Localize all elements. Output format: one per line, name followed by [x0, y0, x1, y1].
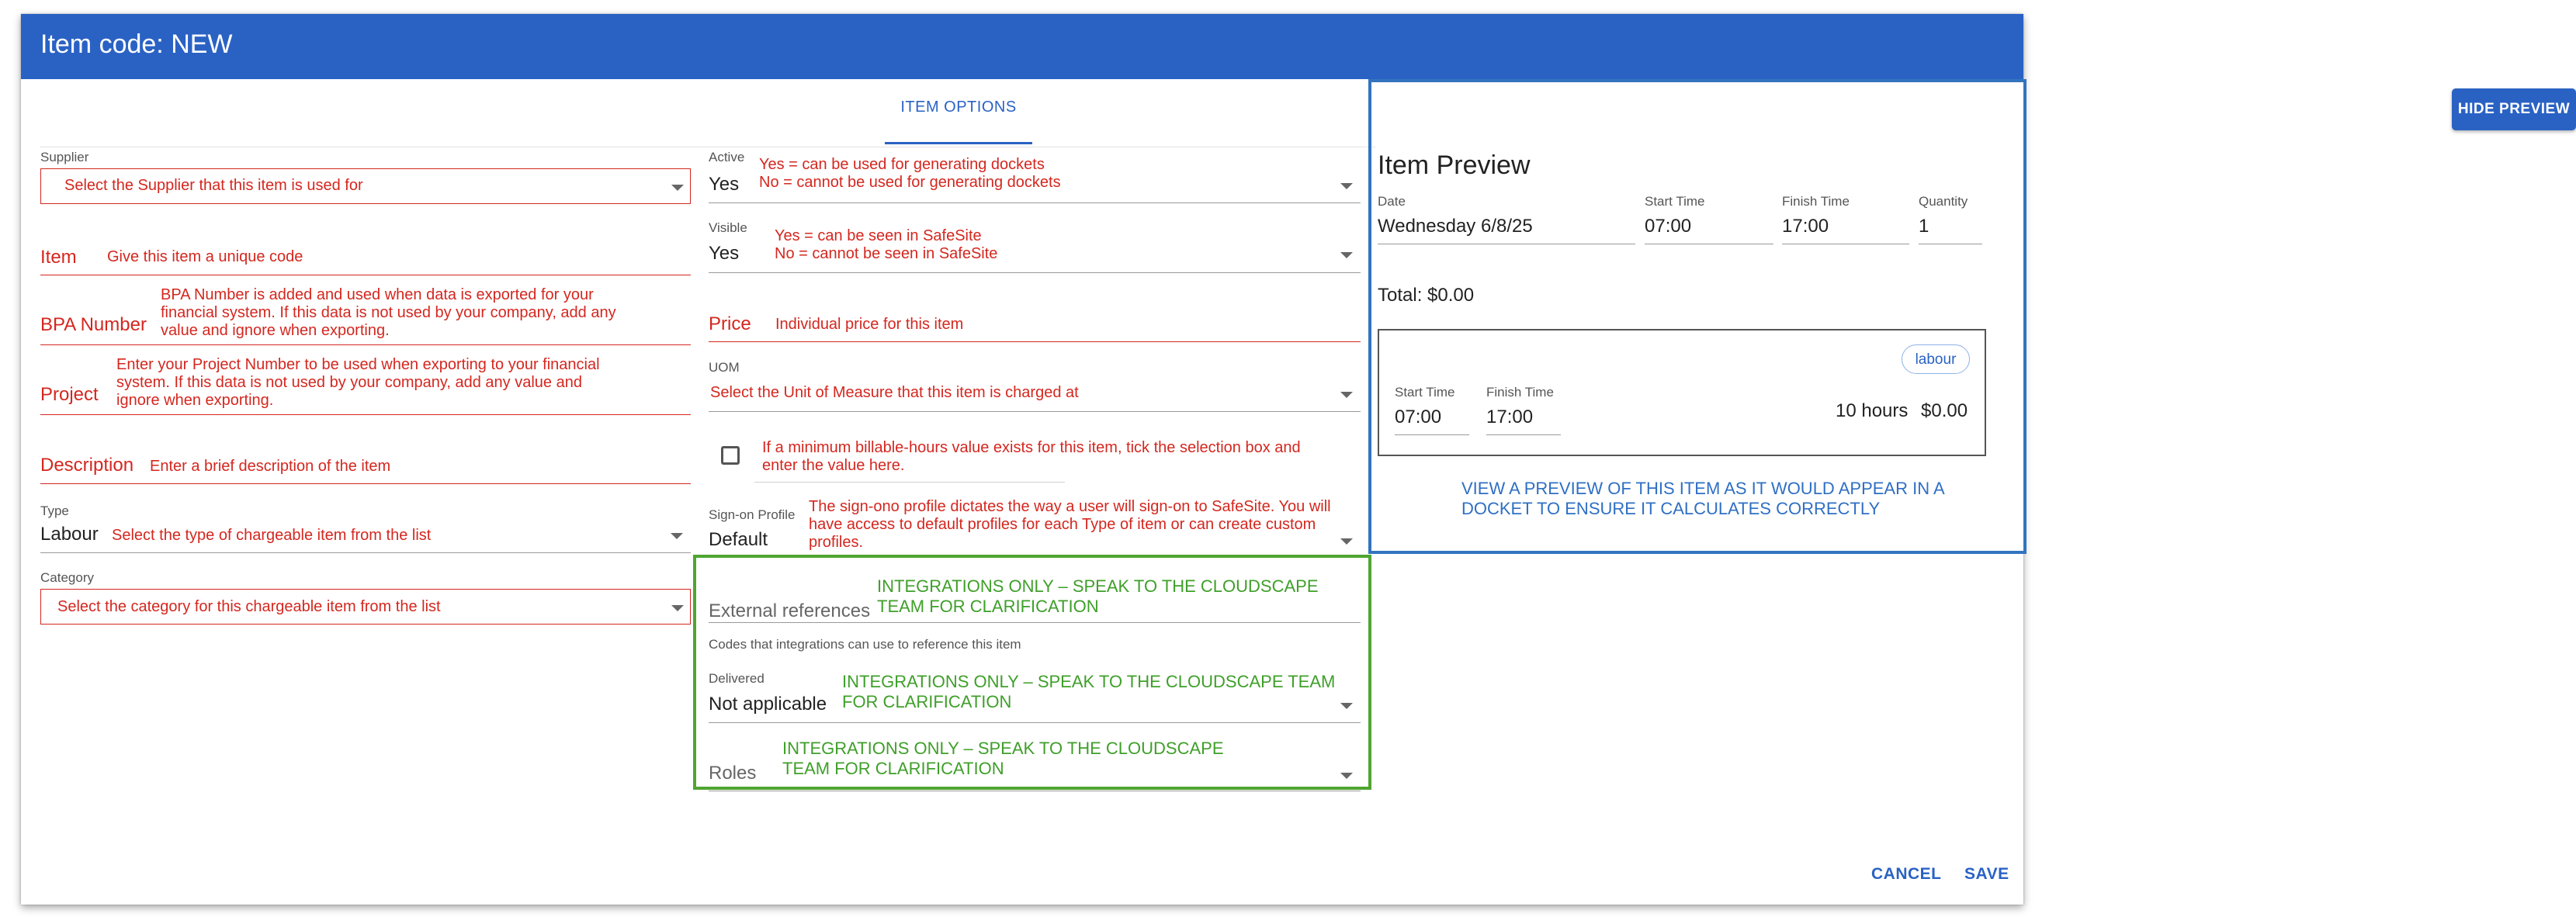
preview-quantity-label: Quantity — [1919, 194, 1968, 209]
uom-label: UOM — [709, 360, 740, 375]
preview-quantity-value[interactable]: 1 — [1919, 216, 1929, 237]
price-input[interactable] — [709, 341, 1361, 342]
roles-label: Roles — [709, 763, 757, 784]
chevron-down-icon — [671, 605, 684, 611]
hide-preview-button[interactable]: HIDE PREVIEW — [2452, 88, 2576, 130]
active-value[interactable]: Yes — [709, 174, 740, 195]
chevron-down-icon[interactable] — [1340, 538, 1353, 545]
signon-note: The sign-ono profile dictates the way a user will sign-on to SafeSite. You will have access to default profiles for each Type of item or can create custom profiles. — [809, 498, 1331, 551]
chevron-down-icon[interactable] — [671, 533, 683, 539]
type-label: Type — [40, 503, 69, 518]
card-start-field[interactable] — [1395, 434, 1469, 435]
project-input[interactable] — [40, 414, 691, 415]
bpa-note: BPA Number is added and used when data is exported for your financial system. If this data is not used by your company, add any value and ignore when exporting. — [161, 286, 616, 339]
chevron-down-icon[interactable] — [1340, 252, 1353, 258]
preview-total: Total: $0.00 — [1378, 285, 1475, 306]
bpa-label: BPA Number — [40, 314, 147, 335]
type-note: Select the type of chargeable item from the list — [112, 527, 432, 544]
project-label: Project — [40, 384, 99, 405]
card-finish-field[interactable] — [1486, 434, 1561, 435]
external-references-note: INTEGRATIONS ONLY – SPEAK TO THE CLOUDSCAPE TEAM FOR CLARIFICATION — [877, 576, 1319, 616]
preview-start-label: Start Time — [1645, 194, 1705, 209]
integrations-highlight — [693, 555, 1371, 790]
preview-panel — [1368, 79, 2571, 554]
item-label: Item — [40, 247, 77, 268]
visible-value[interactable]: Yes — [709, 243, 740, 264]
dialog-header — [21, 14, 2023, 79]
active-label: Active — [709, 150, 745, 164]
supplier-select[interactable] — [40, 168, 691, 204]
price-label: Price — [709, 313, 751, 334]
card-amount: $0.00 — [1921, 400, 1968, 421]
signon-value[interactable]: Default — [709, 529, 768, 550]
dialog-title: Item code: NEW — [40, 29, 233, 59]
description-input[interactable] — [40, 483, 691, 484]
external-references-helper: Codes that integrations can use to reference this item — [709, 637, 1021, 652]
price-note: Individual price for this item — [775, 316, 964, 333]
visible-label: Visible — [709, 220, 747, 235]
bpa-input[interactable] — [40, 344, 691, 345]
preview-heading: Item Preview — [1378, 151, 1531, 180]
type-value[interactable]: Labour — [40, 524, 99, 545]
preview-date-label: Date — [1378, 194, 1406, 209]
active-note: Yes = can be used for generating dockets No = cannot be used for generating dockets — [759, 156, 1061, 191]
minimum-hours-note: If a minimum billable-hours value exists for this item, tick the selection box and enter the value here. — [762, 439, 1301, 474]
chevron-down-icon[interactable] — [1340, 183, 1353, 189]
preview-date-value[interactable]: Wednesday 6/8/25 — [1378, 216, 1533, 237]
card-finish-value[interactable]: 17:00 — [1486, 407, 1534, 427]
description-note: Enter a brief description of the item — [150, 458, 391, 475]
delivered-note: INTEGRATIONS ONLY – SPEAK TO THE CLOUDSCAPE TEAM FOR CLARIFICATION — [842, 672, 1336, 711]
uom-select[interactable] — [709, 411, 1361, 412]
category-placeholder: Select the category for this chargeable item from the list — [57, 598, 441, 615]
category-select[interactable] — [40, 589, 691, 625]
description-label: Description — [40, 455, 134, 476]
delivered-value[interactable]: Not applicable — [709, 694, 827, 715]
preview-finish-label: Finish Time — [1782, 194, 1850, 209]
active-select[interactable] — [709, 202, 1361, 203]
type-select[interactable] — [40, 552, 691, 553]
card-finish-label: Finish Time — [1486, 385, 1554, 400]
project-note: Enter your Project Number to be used when exporting to your financial system. If this data is not used by your company, add any value and ignore when exporting. — [116, 356, 600, 409]
external-references-label: External references — [709, 600, 871, 621]
card-start-value[interactable]: 07:00 — [1395, 407, 1442, 427]
signon-label: Sign-on Profile — [709, 507, 796, 522]
minimum-hours-input[interactable] — [754, 482, 1065, 483]
uom-placeholder[interactable]: Select the Unit of Measure that this item is charged at — [710, 384, 1079, 401]
visible-select[interactable] — [709, 272, 1361, 273]
preview-finish-value[interactable]: 17:00 — [1782, 216, 1829, 237]
roles-note: INTEGRATIONS ONLY – SPEAK TO THE CLOUDSCAPE TEAM FOR CLARIFICATION — [782, 739, 1224, 778]
chevron-down-icon — [671, 185, 684, 191]
card-hours: 10 hours — [1836, 400, 1909, 421]
item-dialog — [21, 14, 2571, 905]
delivered-label: Delivered — [709, 671, 764, 686]
item-note: Give this item a unique code — [107, 248, 303, 265]
card-start-label: Start Time — [1395, 385, 1455, 400]
chevron-down-icon[interactable] — [1340, 392, 1353, 398]
cancel-button[interactable]: CANCEL — [1871, 865, 1942, 883]
preview-docket-card — [1378, 329, 1986, 456]
visible-note: Yes = can be seen in SafeSite No = cannot be seen in SafeSite — [775, 227, 998, 262]
preview-note: VIEW A PREVIEW OF THIS ITEM AS IT WOULD APPEAR IN A DOCKET TO ENSURE IT CALCULATES CORRECTLY — [1461, 479, 1945, 518]
supplier-label: Supplier — [40, 150, 89, 164]
labour-chip[interactable]: labour — [1902, 344, 1970, 374]
supplier-placeholder: Select the Supplier that this item is used for — [64, 177, 363, 194]
minimum-hours-checkbox[interactable] — [721, 446, 740, 465]
preview-start-value[interactable]: 07:00 — [1645, 216, 1692, 237]
category-label: Category — [40, 570, 94, 585]
tab-item-options[interactable]: ITEM OPTIONS — [885, 93, 1032, 144]
save-button[interactable]: SAVE — [1964, 865, 2009, 883]
